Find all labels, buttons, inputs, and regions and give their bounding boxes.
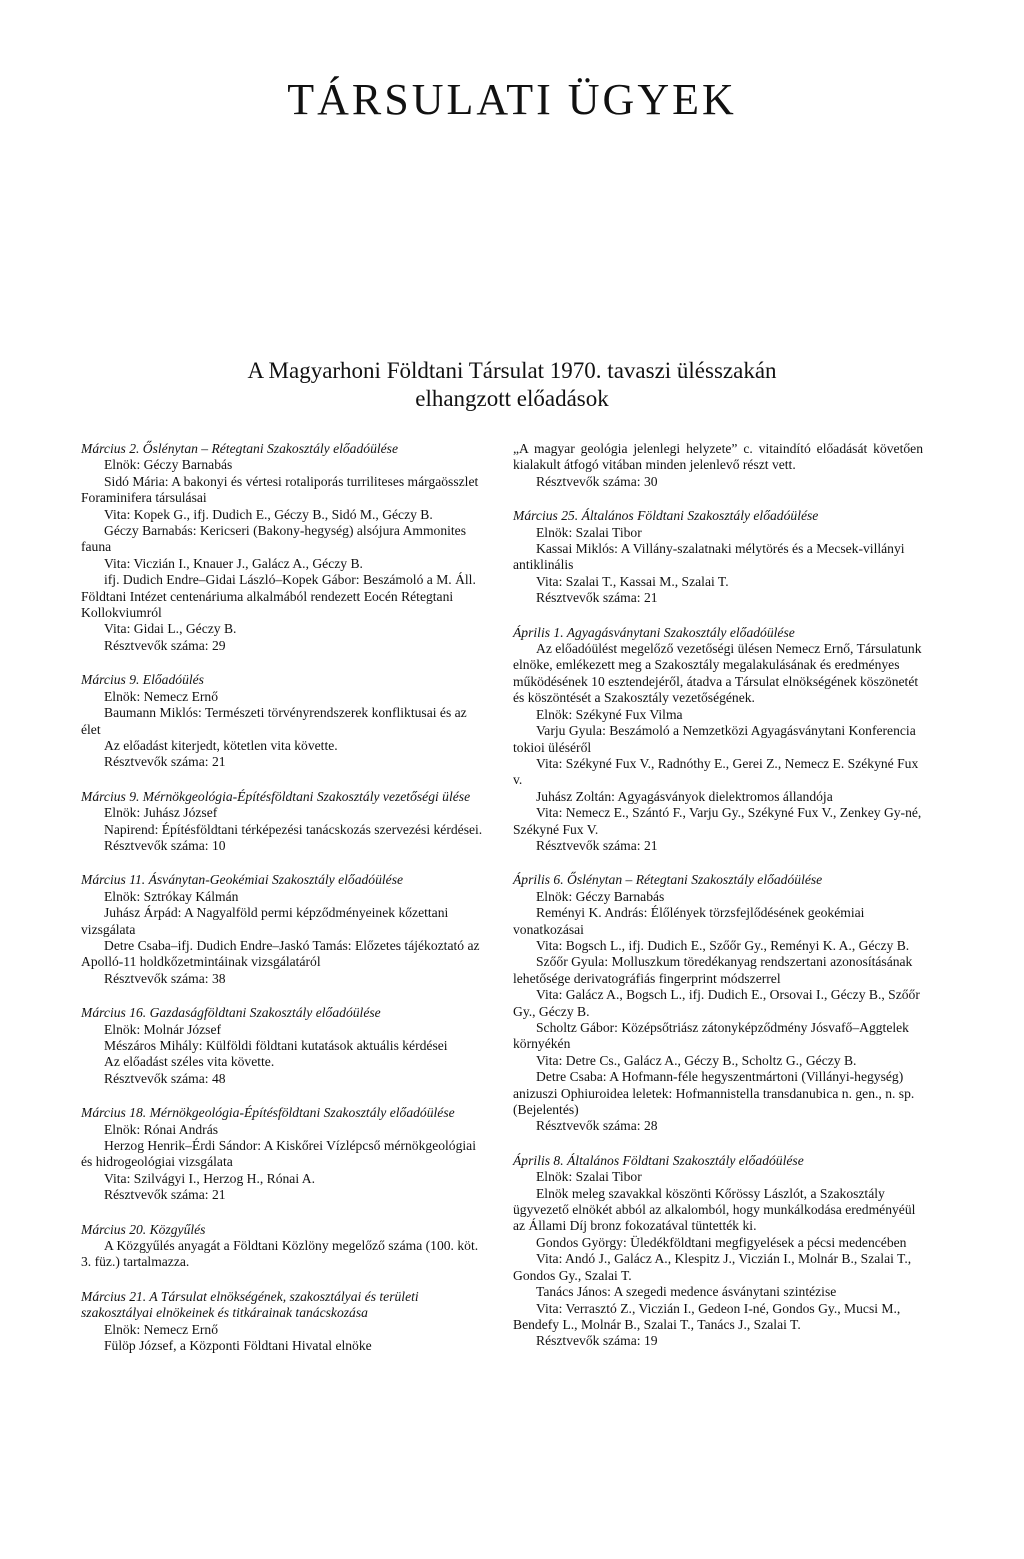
session-line: Mészáros Mihály: Külföldi földtani kutatások aktuális kérdései (104, 1038, 448, 1053)
session-entry (513, 872, 923, 1135)
session-line: Vita: Viczián I., Knauer J., Galácz A., Géczy B. (104, 555, 363, 571)
session-entry (81, 872, 488, 987)
session-line: Kassai Miklós: A Villány-szalatnaki mélytörés és a Mecsek-villányi antiklinális (513, 541, 905, 573)
session-line: Varju Gyula: Beszámoló a Nemzetközi Agyagásványtani Konferencia tokioi üléséről (513, 723, 916, 755)
session-heading: Március 21. A Társulat elnökségének, szakosztályai és területi szakosztályai elnökeinek és titkárainak tanácskozása (81, 1288, 419, 1321)
session-heading: Március 11. Ásványtan-Geokémiai Szakosztály előadóülése (81, 872, 404, 888)
session-line: Az előadást széles vita követte. (104, 1054, 275, 1070)
session-heading: Március 16. Gazdaságföldtani Szakosztály előadóülése (81, 1005, 381, 1021)
session-line: Elnök: Rónai András (104, 1121, 219, 1137)
session-line: Baumann Miklós: Természeti törvényrendszerek konfliktusai és az élet (81, 705, 467, 737)
session-line: Résztvevők száma: 21 (104, 754, 226, 770)
session-entry (81, 1105, 488, 1203)
session-line: Az előadóülést megelőző vezetőségi ülésen Nemecz Ernő, Társulatunk elnöke, emlékezett meg a Szakosztály megalakulásának és eredményes működésének 10 esztendejéről, átadva a Társulat elnökségének köszönetét és köszöntését a Szakosztály vezetőségének. (513, 641, 922, 706)
session-line: Vita: Kopek G., ifj. Dudich E., Géczy B., Sidó M., Géczy B. (104, 506, 433, 522)
session-line: Vita: Szalai T., Kassai M., Szalai T. (536, 573, 729, 589)
session-line: Géczy Barnabás: Kericseri (Bakony-hegység) alsójura Ammonites fauna (81, 523, 467, 555)
session-line: Vita: Gidai L., Géczy B. (104, 621, 237, 637)
session-line: Elnök: Géczy Barnabás (536, 888, 665, 904)
session-entry (81, 1005, 488, 1087)
session-line: Résztvevők száma: 38 (104, 970, 226, 986)
session-heading: Március 9. Mérnökgeológia-Építésföldtani Szakosztály vezetőségi ülése (81, 788, 471, 804)
session-line: Vita: Bogsch L., ifj. Dudich E., Szőőr Gy., Reményi K. A., Géczy B. (536, 937, 910, 953)
session-entry (81, 1289, 488, 1355)
session-line: Elnök: Géczy Barnabás (104, 457, 233, 473)
session-line: Résztvevők száma: 21 (536, 837, 658, 853)
session-line: Résztvevők száma: 48 (104, 1070, 226, 1086)
session-line: Herzog Henrik–Érdi Sándor: A Kiskőrei Vízlépcső mérnökgeológiai és hidrogeológiai vizsgálata (81, 1138, 476, 1170)
session-entry (513, 1153, 923, 1350)
session-line: Szőőr Gyula: Molluszkum töredékanyag rendszertani azonosításának lehetősége derivatográfiás fingerprint módszerrel (513, 954, 913, 986)
session-entry (81, 789, 488, 855)
session-line: Detre Csaba: A Hofmann-féle hegyszentmártoni (Villányi-hegység) anizuszi Ophiuroidea leletek: Hofmannistella transdanubica n. gen., n. sp. (Bejelentés) (513, 1069, 915, 1118)
session-line: Vita: Andó J., Galácz A., Klespitz J., Viczián I., Molnár B., Szalai T., Gondos Gy., Szalai T. (513, 1251, 912, 1283)
session-heading: Március 18. Mérnökgeológia-Építésföldtani Szakosztály előadóülése (81, 1105, 455, 1121)
session-line: Sidó Mária: A bakonyi és vértesi rotaliporás turriliteses márgaösszlet Foraminifera társulásai (81, 473, 479, 506)
session-line: Fülöp József, a Központi Földtani Hivatal elnöke (104, 1338, 372, 1354)
session-line: Juhász Árpád: A Nagyalföld permi képződményeinek kőzettani vizsgálata (81, 905, 449, 937)
session-line: Résztvevők száma: 10 (104, 837, 226, 853)
session-line: Elnök: Szalai Tibor (536, 1169, 642, 1185)
session-entry (513, 441, 923, 490)
session-heading: Március 20. Közgyűlés (81, 1221, 206, 1237)
session-line: Vita: Detre Cs., Galácz A., Géczy B., Scholtz G., Géczy B. (536, 1052, 857, 1068)
session-line: Vita: Verrasztó Z., Viczián I., Gedeon I-né, Gondos Gy., Mucsi M., Bendefy L., Molnár B., Szalai T., Tanács J., Szalai T. (513, 1300, 901, 1332)
session-line: Gondos György: Üledékföldtani megfigyelések a pécsi medencében (536, 1234, 907, 1250)
subtitle-line-2: elhangzott előadások (415, 386, 609, 411)
session-line: Vita: Székyné Fux V., Radnóthy E., Gerei Z., Nemecz E. Székyné Fux v. (513, 755, 919, 788)
session-line: Elnök: Székyné Fux Vilma (536, 706, 683, 722)
session-line: Elnök: Juhász József (104, 805, 218, 821)
session-line: Résztvevők száma: 30 (536, 473, 658, 489)
session-line: Tanács János: A szegedi medence ásványtani szintézise (536, 1284, 837, 1300)
session-line: Juhász Zoltán: Agyagásványok dielektromos állandója (536, 788, 833, 804)
session-line: Scholtz Gábor: Középsőtriász zátonyképződmény Jósvafő–Aggtelek környékén (513, 1020, 909, 1052)
session-line: Az előadást kiterjedt, kötetlen vita követte. (104, 737, 338, 753)
right-column (513, 441, 923, 1368)
subtitle-line-1: A Magyarhoni Földtani Társulat 1970. tavaszi ülésszakán (247, 358, 777, 383)
session-line: A Közgyűlés anyagát a Földtani Közlöny megelőző száma (100. köt. 3. füz.) tartalmazza. (81, 1238, 479, 1270)
session-line: Elnök: Molnár József (104, 1021, 222, 1037)
session-entry (81, 672, 488, 770)
session-line: Detre Csaba–ifj. Dudich Endre–Jaskó Tamás: Előzetes tájékoztató az Apolló-11 holdkőzetmintáinak vizsgálatáról (81, 937, 480, 970)
session-heading: Március 25. Általános Földtani Szakosztály előadóülése (513, 508, 819, 524)
session-heading: Április 1. Agyagásványtani Szakosztály előadóülése (513, 624, 795, 640)
session-heading: Április 8. Általános Földtani Szakosztály előadóülése (513, 1152, 804, 1168)
session-line: Elnök meleg szavakkal köszönti Kőrössy Lászlót, a Szakosztály ügyvezető elnökét abból az alkalomból, hogy munkálkodása eredményéül az Állami Díj bronz fokozatával tüntették ki. (513, 1185, 916, 1234)
session-line: Elnök: Nemecz Ernő (104, 688, 218, 704)
session-line: Résztvevők száma: 28 (536, 1118, 658, 1134)
session-line: Vita: Szilvágyi I., Herzog H., Rónai A. (104, 1170, 315, 1186)
session-line: Vita: Galácz A., Bogsch L., ifj. Dudich E., Orsovai I., Géczy B., Szőőr Gy., Géczy B. (513, 987, 920, 1019)
session-line: Reményi K. András: Élőlények törzsfejlődésének geokémiai vonatkozásai (513, 905, 865, 937)
session-line: Elnök: Sztrókay Kálmán (104, 888, 239, 904)
session-entry (513, 508, 923, 606)
left-column (81, 441, 488, 1373)
session-entry (81, 441, 488, 654)
session-line: ifj. Dudich Endre–Gidai László–Kopek Gábor: Beszámoló a M. Áll. Földtani Intézet centenáriuma alkalmából rendezett Eocén Rétegtani Kollokviumról (81, 572, 476, 621)
session-line: Napirend: Építésföldtani térképezési tanácskozás szervezési kérdései. (104, 821, 483, 837)
session-line: Résztvevők száma: 29 (104, 637, 226, 653)
session-line: Elnök: Szalai Tibor (536, 524, 642, 540)
session-entry (513, 625, 923, 855)
session-line: „A magyar geológia jelenlegi helyzete” c. vitaindító előadását követően kialakult átfogó vitában minden jelenlevő részt vett. (513, 441, 923, 473)
session-heading: Április 6. Őslénytan – Rétegtani Szakosztály előadóülése (513, 872, 823, 888)
page-title: TÁRSULATI ÜGYEK (287, 75, 737, 124)
session-entry (81, 1222, 488, 1271)
session-heading: Március 9. Előadóülés (81, 672, 204, 688)
session-line: Elnök: Nemecz Ernő (104, 1321, 218, 1337)
session-line: Résztvevők száma: 19 (536, 1333, 658, 1349)
session-line: Résztvevők száma: 21 (104, 1187, 226, 1203)
session-heading: Március 2. Őslénytan – Rétegtani Szakosztály előadóülése (81, 441, 399, 456)
session-line: Vita: Nemecz E., Szántó F., Varju Gy., Székyné Fux V., Zenkey Gy-né, Székyné Fux V. (513, 805, 922, 837)
session-line: Résztvevők száma: 21 (536, 590, 658, 606)
